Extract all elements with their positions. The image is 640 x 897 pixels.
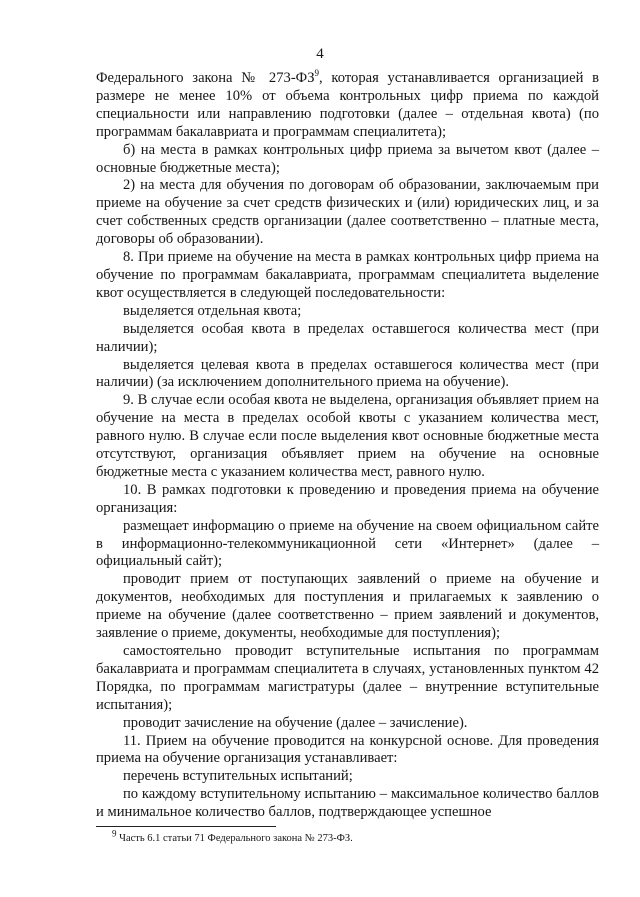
paragraph: размещает информацию о приеме на обучение на своем официальном сайте в информационно-телекоммуникационной сети «Интернет» (далее – официальный сайт); [96,517,599,570]
paragraph: 8. При приеме на обучение на места в рамках контрольных цифр приема на обучение по программам бакалавриата, программам специалитета выделение квот осуществляется в следующей последовательности: [96,249,599,301]
paragraph: проводит зачисление на обучение (далее – зачисление). [123,714,468,731]
paragraph: выделяется целевая квота в пределах оставшегося количества мест (при наличии) (за исключением дополнительного приема на обучение). [96,356,599,391]
paragraph: 9. В случае если особая квота не выделена, организация объявляет прием на обучение на места в пределах особой квоты с указанием количества мест, равного нулю. В случае если после выделения квот основные бюджетные места отсутствуют, организация объявляет прием на обучение на основные бюджетные места с указанием количества мест, равного нулю. [96,392,599,480]
paragraph: по каждому вступительному испытанию – максимальное количество баллов и минимальное количество баллов, подтверждающее успешное [96,786,599,821]
paragraph: выделяется отдельная квота; [123,302,302,319]
paragraph: 11. Прием на обучение проводится на конкурсной основе. Для проведения приема на обучение организация устанавливает: [96,732,599,767]
footnote-marker: 9 [112,828,117,839]
paragraph-continuation [96,70,599,142]
paragraph-text: Федерального закона № 273-ФЗ [96,70,315,86]
footnote-divider [96,826,276,827]
paragraph: 10. В рамках подготовки к проведению и проведения приема на обучение организация: [96,481,599,516]
body-text [96,70,599,822]
paragraph: б) на места в рамках контрольных цифр приема за вычетом квот (далее – основные бюджетные места); [96,141,599,176]
paragraph-text: , которая устанавливается организацией в размере не менее 10% от объема контрольных цифр приема по каждой специальности или направлению подготовки (далее – отдельная квота) (по программам бакалавриата и программам специалитета); [96,70,599,140]
paragraph: самостоятельно проводит вступительные испытания по программам бакалавриата и программам специалитета в случаях, установленных пунктом 42 Порядка, по программам магистратуры (далее – внутренние вступительные испытания); [96,643,599,713]
paragraph: выделяется особая квота в пределах оставшегося количества мест (при наличии); [96,320,599,355]
paragraph: перечень вступительных испытаний; [123,768,353,785]
paragraph: проводит прием от поступающих заявлений о приеме на обучение и документов, необходимых для поступления и прилагаемых к заявлению о приеме на обучение (далее соответственно – прием заявлений и документов, заявление о приеме, документы, необходимые для поступления); [96,571,599,642]
paragraph: 2) на места для обучения по договорам об образовании, заключаемым при приеме на обучение за счет средств физических и (или) юридических лиц, и за счет собственных средств организации (далее соответственно – платные места, договоры об образовании). [96,177,599,248]
footnote-text: Часть 6.1 статьи 71 Федерального закона № 273-ФЗ. [116,833,353,844]
page-number: 4 [316,46,324,62]
footnote-reference: 9 [314,68,320,79]
footnote [112,828,592,845]
